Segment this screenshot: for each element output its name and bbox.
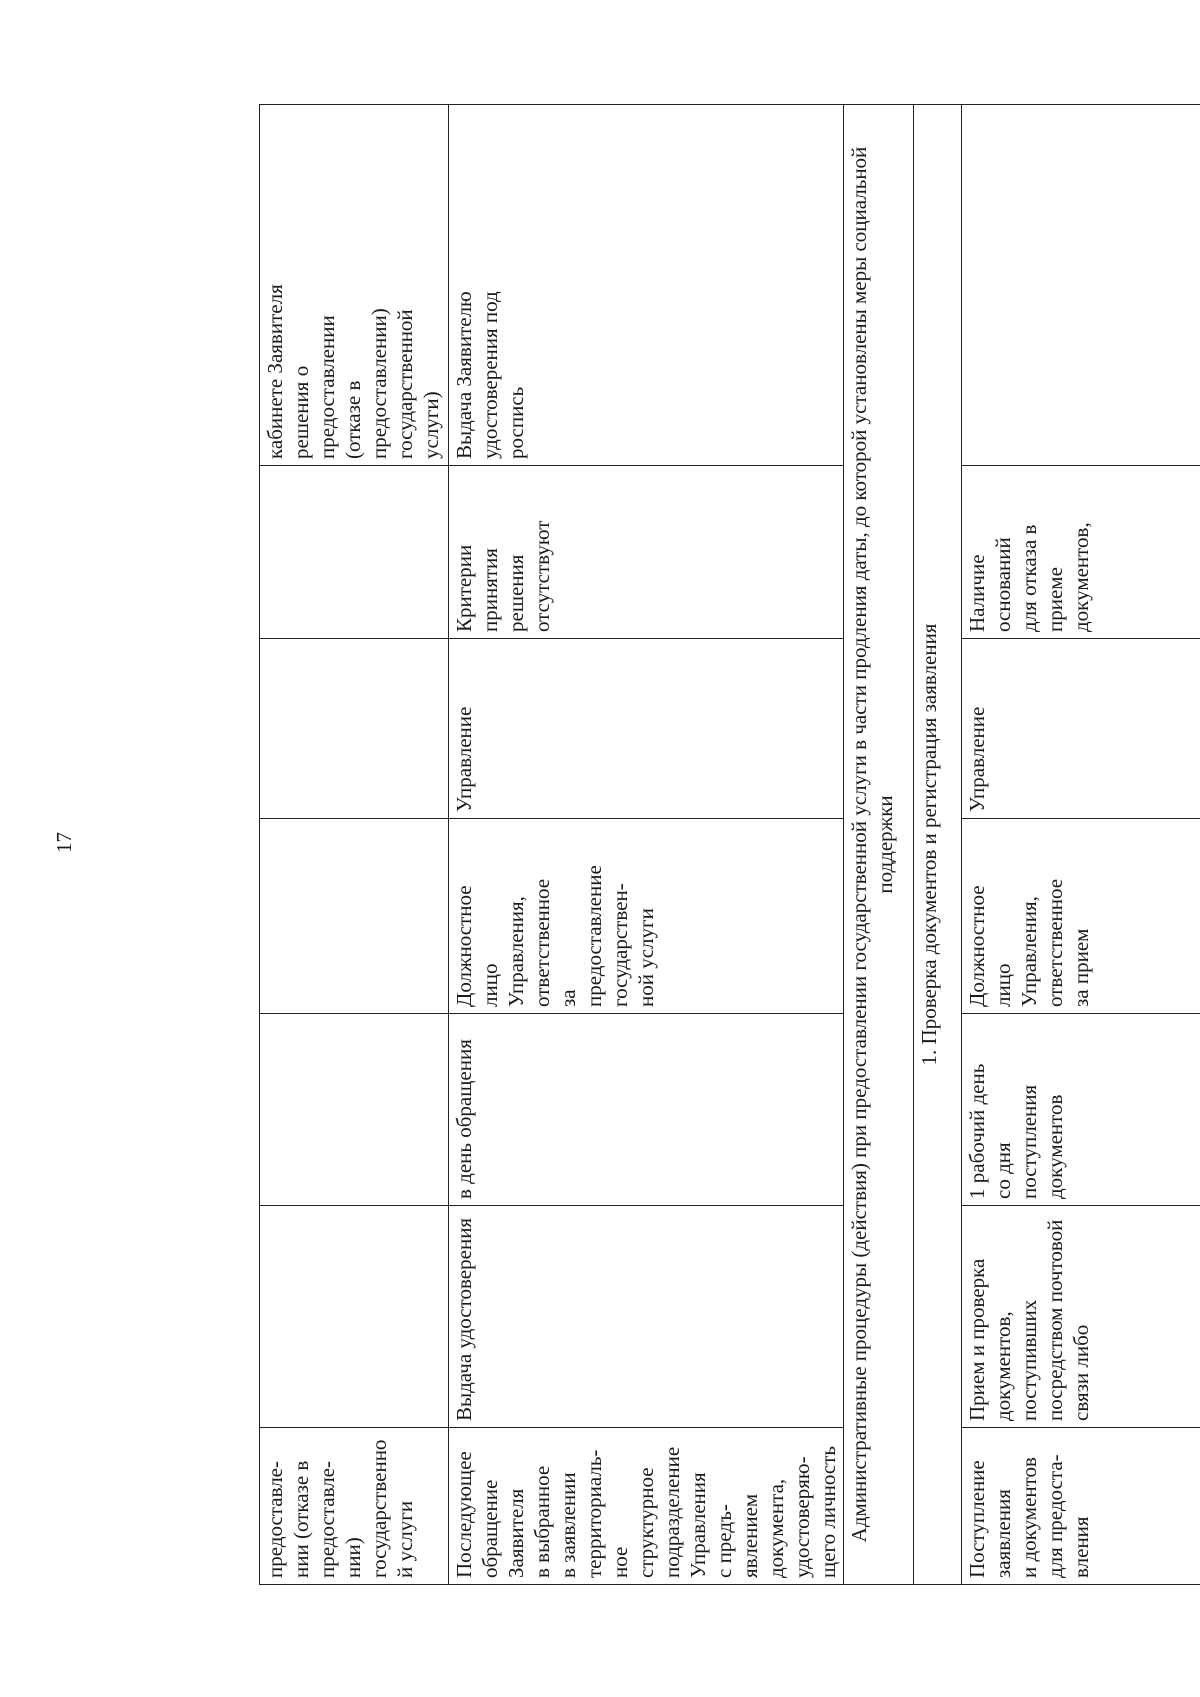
table-cell (260, 639, 449, 819)
table-cell: Последующее обращение Заявителя в выбранное в заявлении территориаль- ное структурное подразделение Управления с предъ- явлением документа, удостоверяю- щего личность (449, 1428, 844, 1585)
table-row (914, 105, 962, 1585)
table-cell: 1 рабочий день со дня поступления документов (962, 1014, 1200, 1206)
table-cell (260, 1206, 449, 1428)
table-cell: Выдача удостоверения (449, 1206, 844, 1428)
table-cell: предоставле- нии (отказе в предоставле- нии) государственно й услуги (260, 1428, 449, 1585)
page-number: 17 (52, 832, 76, 853)
table-cell (260, 466, 449, 639)
table-cell: в день обращения (449, 1014, 844, 1206)
table-cell: Должностное лицо Управления, ответственное за прием (962, 819, 1200, 1014)
table-row (962, 105, 1200, 1585)
table-cell: Управление (962, 639, 1200, 819)
table-cell: Наличие оснований для отказа в приеме документов, (962, 466, 1200, 639)
table-cell (260, 819, 449, 1014)
table-cell: Должностное лицо Управления, ответственное за предоставление государствен- ной услуги (449, 819, 844, 1014)
table-cell: Критерии принятия решения отсутствуют (449, 466, 844, 639)
table-row (260, 105, 449, 1585)
procedure-table (259, 104, 1200, 1585)
table-cell: Управление (449, 639, 844, 819)
subsection-heading: 1. Проверка документов и регистрация заявления (914, 105, 962, 1585)
section-heading: Административные процедуры (действия) при предоставлении государственной услуги в части продления даты, до которой установлены меры социальной поддержки (844, 105, 914, 1585)
table-cell (962, 105, 1200, 466)
table-row (449, 105, 844, 1585)
table-cell: Выдача Заявителю удостоверения под роспись (449, 105, 844, 466)
table-cell (260, 1014, 449, 1206)
table-cell: кабинете Заявителя решения о предоставлении (отказе в предоставлении) государственной услуги) (260, 105, 449, 466)
table-cell: Поступление заявления и документов для предоста- вления (962, 1428, 1200, 1585)
table-cell: Прием и проверка документов, поступивших посредством почтовой связи либо (962, 1206, 1200, 1428)
table-row (844, 105, 914, 1585)
rotated-table-sheet (259, 105, 1200, 1585)
